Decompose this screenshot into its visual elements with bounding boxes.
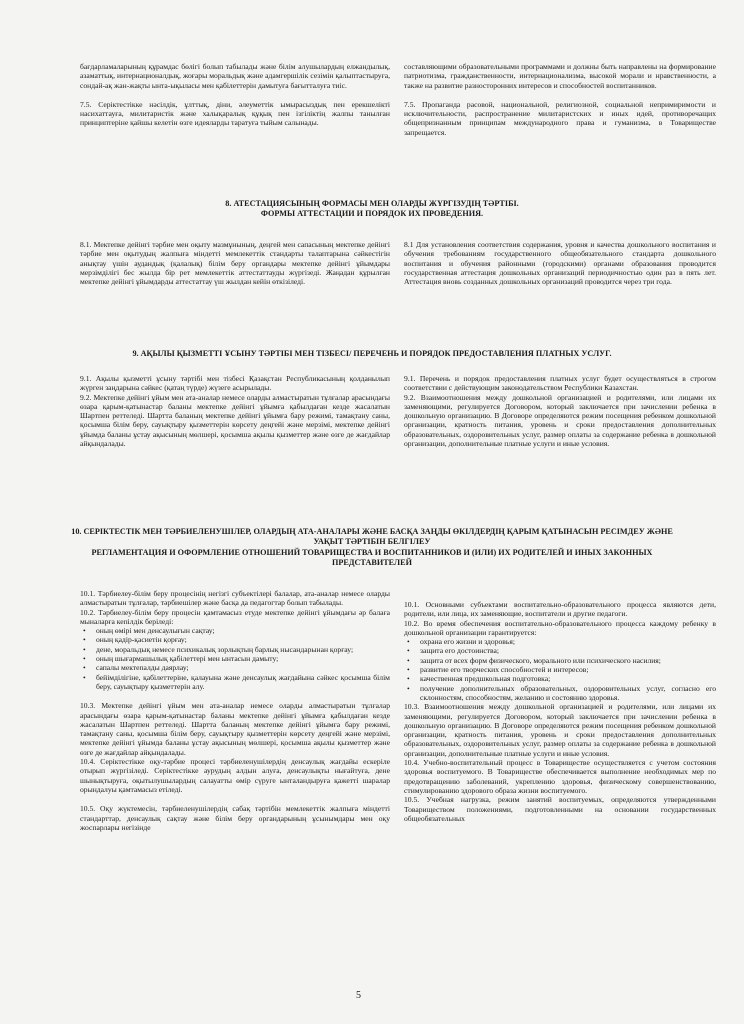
section-9-right: [404, 374, 716, 448]
section-9-heading: 9. АҚЫЛЫ ҚЫЗМЕТТІ ҰСЫНУ ТӘРТІБІ МЕН ТІЗБЕСІ/ ПЕРЕЧЕНЬ И ПОРЯДОК ПРЕДОСТАВЛЕНИЯ ПЛАТНЫХ УСЛУГ.: [132, 349, 612, 358]
list-item: • дене, моральдық немесе психикалық зорлықтың барлық нысандарынан қорғау;: [80, 645, 390, 654]
list-item: • охрана его жизни и здоровья;: [404, 637, 716, 646]
section-10-heading-kk: 10. СЕРІКТЕСТІК МЕН ТӘРБИЕЛЕНУШІЛЕР, ОЛАРДЫҢ АТА-АНАЛАРЫ ЖӘНЕ БАСҚА ЗАҢДЫ ӨКІЛДЕРДІҢ ҚАРЫМ ҚАТЫНАСЫН РЕСІМДЕУ ЖӘНЕ УАҚЫТ ТӘРТІБІН БЕЛГІЛЕУ: [71, 527, 673, 547]
list-item: • оның шығармашылық қабілеттері мен ынтасын дамыту;: [80, 654, 390, 663]
section-10-heading-ru: РЕГЛАМЕНТАЦИЯ И ОФОРМЛЕНИЕ ОТНОШЕНИЙ ТОВАРИЩЕСТВА И ВОСПИТАННИКОВ И (ИЛИ) ИХ РОДИТЕЛЕЙ И ИНЫХ ЗАКОННЫХ ПРЕДСТАВИТЕЛЕЙ: [91, 548, 653, 568]
paragraph-7-5-kk: 7.5. Серіктестікке нәсілдік, ұлттық, діни, әлеуметтік ымырасыздық пен ерекшелікті насихаттауға, милитаристік және халықаралық құқық пен ізгіліктің жалпы танылған принциптеріне қайшы келетін өзге идеяларды таратуға тыйым салынады.: [80, 99, 390, 128]
paragraph-10-3-kk: 10.3. Мектепке дейінгі ұйым мен ата-аналар немесе оларды алмастыратын тұлғалар арасындағы өзара қарым-қатынастар баланы мектепке дейінгі ұйымға қабылдаған кезде жасалатын Шартпен реттеледі. Шартта баланың мектепке дейінгі ұйымға бару режимі, тамақтану саны, қосымша білім беру, сауықтыру қызметтерін көрсету деңгейі және мерзімі, мектепке дейінгі ұйымда баланы ұстау ақысының мөлшері, қосымша ақылы қызметтер және өзге де жағдайлар айқындалады.: [80, 701, 390, 757]
list-item: • качественная предшкольная подготовка;: [404, 674, 716, 683]
page-number: 5: [356, 990, 361, 1001]
section-8-heading-ru: ФОРМЫ АТТЕСТАЦИИ И ПОРЯДОК ИХ ПРОВЕДЕНИЯ.: [260, 209, 484, 218]
paragraph-10-4-ru: 10.4. Учебно-воспитательный процесс в Товариществе осуществляется с учетом состояния здоровья воспитуемого. В Товариществе обеспечивается выполнение необходимых мер по предотвращению заболеваний, укреплению здоровья, физическому совершенствованию, стимулированию здорового образа жизни воспитуемого.: [404, 758, 716, 795]
list-item: • оның қадір-қасиетін қорғау;: [80, 635, 390, 644]
paragraph-8-1-kk: 8.1. Мектепке дейінгі тәрбие мен оқыту мазмұнының, деңгей мен сапасының мектепке дейінгі тәрбие мен оқытудың жалпыға міндетті мемлекеттік стандарты талаптарына сәйкестігін анықтау үшін аудандық (қалалық) білім беру органдары мектепке дейінгі ұйымдары мерзімділігі бес жылда бір рет мемлекеттік аттестаттауды жүргізеді. Жаңадан құрылған мектепке дейінгі ұйымдарды аттестаттау үш жылдан кейін өткізіледі.: [80, 240, 390, 287]
list-item: • бейімділігіне, қабілеттеріне, қалауына және денсаулық жағдайына сәйкес қосымша білім беру, сауықтыру қызметтерін алу.: [80, 673, 390, 692]
top-left-column: [80, 62, 390, 131]
paragraph-8-1-ru: 8.1 Для установления соответствия содержания, уровня и качества дошкольного воспитания и обучения требованиям государственного общеобязательного стандарта дошкольного воспитания и обучения районными (городскими) органами образования проводится государственная аттестация дошкольных организаций периодичностью один раз в пять лет. Аттестация вновь созданных дошкольных организаций проводится через три года.: [404, 240, 716, 287]
paragraph-10-4-kk: 10.4. Серіктестікке оқу-тәрбие процесі тәрбиеленушілердің денсаулық жағдайы ескеріле отырып жүргізіледі. Серіктестікке аурудың алдын алуға, денсаулықты нығайтуға, дене шынықтыруға, оқытылушылардың салауатты өмір сүруге ынталандыруға қажетті шаралар орындалуы қамтамасыз етіледі.: [80, 757, 390, 794]
list-item: • защита от всех форм физического, морального или психического насилия;: [404, 656, 716, 665]
paragraph-10-2-ru: 10.2. Во время обеспечения воспитательно-образовательного процесса каждому ребенку в дошкольной организации гарантируется:: [404, 618, 716, 637]
paragraph-10-2-kk: 10.2. Тәрбиелеу-білім беру процесін қамтамасыз етуде мектепке дейінгі ұйымдағы әр балаға мыналарға кепілдік беріледі:: [80, 607, 390, 626]
paragraph-7-5-ru: 7.5. Пропаганда расовой, национальной, религиозной, социальной непримиримости и исключительности, распространение милитаристских и иных идей, противоречащих общепризнанным принципам международного права и гуманизма, в Товариществе запрещается.: [404, 99, 716, 137]
paragraph: составляющими образовательными программами и должны быть направлены на формирование патриотизма, гражданственности, интернационализма, высокой морали и нравственности, а также на развитие разносторонних интересов и способностей воспитанников.: [404, 62, 716, 90]
paragraph-9-2-ru: 9.2. Взаимоотношения между дошкольной организацией и родителями, или лицами их заменяющими, регулируется Договором, который заключается при зачислении ребенка в дошкольную организацию. В Договоре определяются режим посещения ребенком дошкольной организации, кратность питания, уровень и сроки предоставления дополнительных образовательных, оздоровительных услуг, размер оплаты за содержание ребенка в дошкольной организации, дополнительные платные услуги и иные условия.: [404, 392, 716, 449]
paragraph-9-1-kk: 9.1. Ақылы қызметті ұсыну тәртібі мен тізбесі Қазақстан Республикасының қолданылып жүрген заңдарына сәйкес (қатаң түрде) жүзеге асырылады.: [80, 374, 390, 393]
list-item: • оның өмірі мен денсаулығын сақтау;: [80, 626, 390, 635]
section-9-left: [80, 374, 390, 448]
list-item: • развитие его творческих способностей и интересов;: [404, 665, 716, 674]
list-item: • сапалы мектепалды даярлау;: [80, 663, 390, 672]
list-item: • получение дополнительных образовательных, оздоровительных услуг, согласно его склонностям, способностям, желанию и состоянию здоровья.: [404, 684, 716, 703]
section-10-left: [80, 589, 390, 832]
section-8-heading-kk: 8. АТЕСТАЦИЯСЫНЫҢ ФОРМАСЫ МЕН ОЛАРДЫ ЖҮРГІЗУДІҢ ТӘРТІБІ.: [225, 199, 519, 208]
paragraph-10-1-ru: 10.1. Основными субъектами воспитательно-образовательного процесса являются дети, родители, или лица, их заменяющие, воспитатели и другие педагоги.: [404, 600, 716, 619]
section-10-right: [404, 600, 716, 823]
paragraph-10-3-ru: 10.3. Взаимоотношения между дошкольной организацией и родителями, или лицами их заменяющими, регулируется Договором, который заключается при зачислении ребенка в дошкольную организацию. В Договоре определяются режим посещения ребенком дошкольной организации, кратность питания, уровень и сроки предоставления дополнительных образовательных, оздоровительных услуг, размер оплаты за содержание ребенка в дошкольной организации, дополнительные платные услуги и иные условия.: [404, 702, 716, 758]
paragraph: бағдарламаларының құрамдас бөлігі болып табылады және білім алушылардың елжандылық, азаматтық, интернационалдық, жоғары моральдық және адамгершілік сезімін қалыптастыруға, сондай-ақ жан-жақты ынта-ықыласы мен қабілеттерін дамытуға бағытталуға тиіс.: [80, 62, 390, 90]
paragraph-9-2-kk: 9.2. Мектепке дейінгі ұйым мен ата-аналар немесе оларды алмастыратын тұлғалар арасындағы өзара қарым-қатынастар баланы мектепке дейінгі ұйымға қабылдаған кезде жасалатын Шартпен реттеледі. Шартта баланың мектепке дейінгі ұйымға бару режимі, тамақтану саны, қосымша білім беру, сауықтыру қызметтерін көрсету деңгейі және мерзімі, мектепке дейінгі ұйымда баланы ұстау ақысының мөлшері, қосымша ақылы қызметтер және өзге де жағдайлар айқындалады.: [80, 392, 390, 449]
paragraph-9-1-ru: 9.1. Перечень и порядок предоставления платных услуг будет осуществляться в строгом соответствии с действующим законодательством Республики Казахстан.: [404, 374, 716, 393]
section-8-right: [404, 240, 716, 286]
list-item: • защита его достоинства;: [404, 646, 716, 655]
guarantees-list-kk: [80, 626, 390, 691]
paragraph-10-5-kk: 10.5. Оқу жүктемесін, тәрбиеленушілердің сабақ тәртібін мемлекеттік жалпыға міндетті стандарттар, денсаулық сақтау және білім беру органдарының ұсынымдары мен оқу жоспарлары негізінде: [80, 804, 390, 832]
guarantees-list-ru: [404, 637, 716, 702]
top-right-column: [404, 62, 716, 140]
paragraph-10-5-ru: 10.5. Учебная нагрузка, режим занятий воспитуемых, определяются утвержденными Товариществом положениями, подготовленными на основании государственных общеобязательных: [404, 795, 716, 823]
section-8-left: [80, 240, 390, 286]
paragraph-10-1-kk: 10.1. Тәрбиелеу-білім беру процесінің негізгі субъектілері балалар, ата-аналар немесе оларды алмастыратын тұлғалар, тәрбиешілер және басқа да педагогтар болып табылады.: [80, 589, 390, 608]
